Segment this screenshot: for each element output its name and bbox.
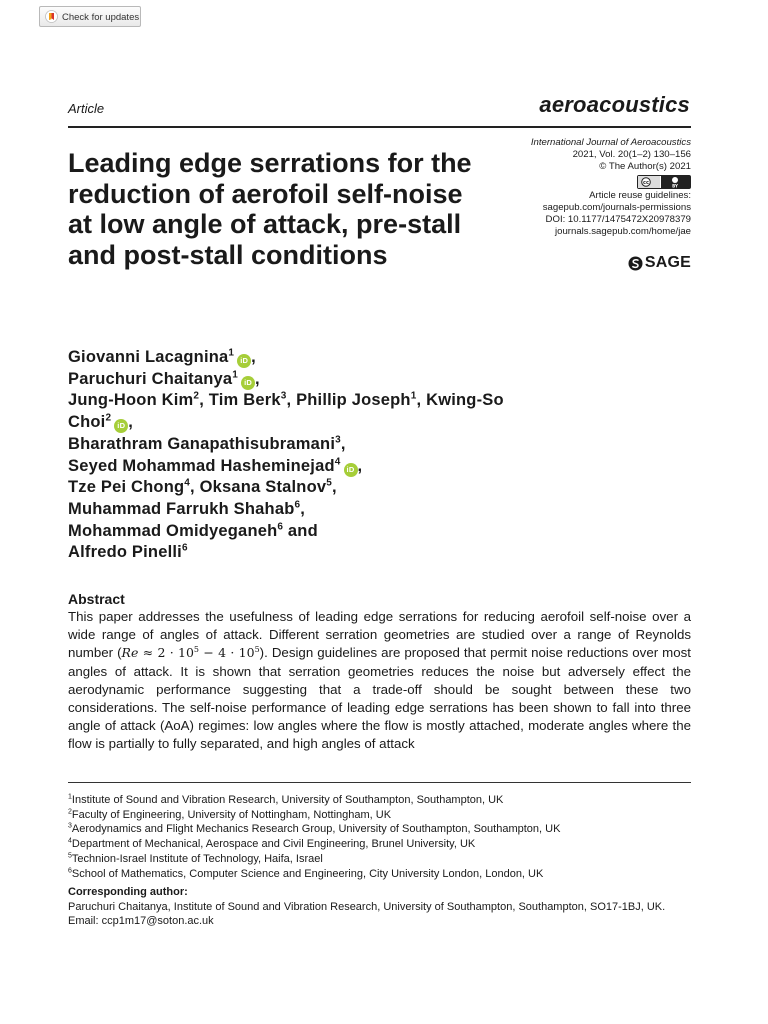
author-list [68,347,538,564]
journal-link[interactable]: journals.sagepub.com/home/jae [555,226,691,238]
affiliation-text: Technion-Israel Institute of Technology, Haifa, Israel [71,852,323,865]
corresponding-email[interactable]: Email: ccp1m17@soton.ac.uk [68,915,214,928]
reynolds-range: $Re \approx 2 \cdot 10^5 - 4 \cdot 10^5$ [121,645,260,661]
abstract-text-start: This paper addresses the usefulness of leading edge serrations for reducing aerofoil self-noise over a wide range of angles of attack. Different serration geometries are studied over a range of Reynolds number ( [68,609,691,661]
author-name[interactable]: Tze Pei Chong [68,478,185,497]
copyright-line: © The Author(s) 2021 [599,161,691,173]
orcid-icon[interactable]: iD [241,376,255,390]
reuse-label: Article reuse guidelines: [589,189,691,201]
affiliation-number: 6 [68,866,72,874]
svg-text:BY: BY [672,182,678,188]
author-name[interactable]: Phillip Joseph [296,391,411,410]
author-separator: , [416,391,422,410]
author-separator: , [128,413,134,432]
author-name[interactable]: Giovanni Lacagnina [68,348,229,366]
affiliation-item [68,822,708,837]
author-affiliation-number: 1 [228,347,235,359]
author-name[interactable]: Seyed Mohammad Hasheminejad [68,456,335,475]
affiliation-item [68,793,708,808]
journal-logo: aeroacoustics [539,92,690,117]
publication-metadata [471,137,691,238]
affiliation-item [68,808,708,823]
author-separator: , [340,434,346,453]
affiliation-text: Institute of Sound and Vibration Research, University of Southampton, Southampton, UK [71,794,504,806]
author-name[interactable]: Mohammad Omidyeganeh [68,521,278,540]
affiliation-list [68,793,708,881]
affiliation-number: 4 [68,837,72,845]
cc-by-license-icon[interactable] [637,175,691,189]
author-name[interactable]: Tim Berk [208,391,281,410]
journal-name: International Journal of Aeroacoustics [530,137,691,148]
corresponding-address: Paruchuri Chaitanya, Institute of Sound and Vibration Research, University of Southampton, Southampton, SO17-1BJ, UK. [68,900,666,913]
corresponding-heading: Corresponding author: [68,886,188,898]
sage-mark-icon [628,256,643,271]
affiliation-item [68,867,708,882]
author-affiliation-number: 2 [105,412,112,424]
article-type-label: Article [68,101,105,116]
author-name[interactable]: Paruchuri Chaitanya [68,369,233,388]
author-separator: , [286,391,292,410]
author-affiliation-number: 4 [334,456,341,468]
abstract-body [68,608,691,754]
affiliation-item [68,837,708,852]
author-separator: , [332,478,337,497]
author-affiliation-number: 1 [232,369,239,381]
bookmark-icon [45,10,58,23]
affiliation-number: 5 [68,852,72,860]
affiliation-number: 3 [68,822,72,830]
author-affiliation-number: 6 [294,499,301,511]
affiliation-text: School of Mathematics, Computer Science and Engineering, City University London, London, UK [71,867,544,880]
author-affiliation-number: 6 [277,521,284,533]
affiliation-text: Department of Mechanical, Aerospace and Civil Engineering, Brunel University, UK [71,838,476,851]
abstract-heading: Abstract [68,591,125,607]
volume-info: 2021, Vol. 20(1–2) 130–156 [572,149,691,161]
author-name[interactable]: Bharathram Ganapathisubramani [68,434,336,453]
author-separator: , [251,348,256,366]
corresponding-author [68,885,728,929]
author-name[interactable]: Jung-Hoon Kim [68,391,194,410]
svg-text:cc: cc [643,179,649,186]
check-for-updates-label: Check for updates [62,12,140,23]
author-separator: , [199,391,204,410]
orcid-icon[interactable]: iD [344,463,358,477]
author-name[interactable]: Oksana Stalnov [199,478,327,497]
author-name[interactable]: Kwing-So Choi [68,391,504,432]
affiliation-item [68,852,708,867]
sage-wordmark: SAGE [644,254,691,271]
affiliation-number: 1 [68,793,72,801]
abstract-text-end: ). Design guidelines are proposed that permit noise reductions over most angles of attack. It is shown that serration geometries reduces the noise but adversely effect the aerodynamic performance suggesting that a trade-off should be sought between these two considerations. The self-noise performance of leading edge serrations has been shown to fall into three angle of attack (AoA) regimes: low angles where the flow is mostly attached, moderate angles where the flow is partially to fully separated, and high angles of attack [68,645,691,752]
author-affiliation-number: 3 [335,434,341,446]
author-affiliation-number: 1 [410,390,417,402]
author-affiliation-number: 6 [181,542,188,554]
affiliation-text: Aerodynamics and Flight Mechanics Research Group, University of Southampton, Southampton, UK [71,823,561,836]
header-rule [68,126,691,128]
author-affiliation-number: 3 [280,390,287,402]
author-separator: , [190,478,195,497]
paper-title: Leading edge serrations for the reduction of aerofoil self-noise at low angle of attack, pre-stall and post-stall conditions [68,148,472,270]
author-affiliation-number: 4 [184,477,191,489]
check-for-updates-button[interactable] [39,6,141,27]
affiliation-number: 2 [68,808,72,816]
author-name[interactable]: Alfredo Pinelli [68,543,182,562]
affiliation-text: Faculty of Engineering, University of Nottingham, Nottingham, UK [71,808,392,821]
orcid-icon[interactable]: iD [237,354,251,368]
author-name[interactable]: Muhammad Farrukh Shahab [68,499,295,518]
author-separator: , [255,369,260,388]
author-separator: , [357,456,363,475]
reuse-link[interactable]: sagepub.com/journals-permissions [542,201,691,213]
author-separator: , [300,499,306,518]
footnote-rule [68,782,691,783]
orcid-icon[interactable]: iD [114,419,128,433]
author-affiliation-number: 5 [326,477,333,489]
author-separator: and [283,521,318,540]
author-affiliation-number: 2 [193,390,200,402]
sage-logo [628,254,691,272]
doi-line[interactable]: DOI: 10.1177/1475472X20978379 [545,214,691,226]
